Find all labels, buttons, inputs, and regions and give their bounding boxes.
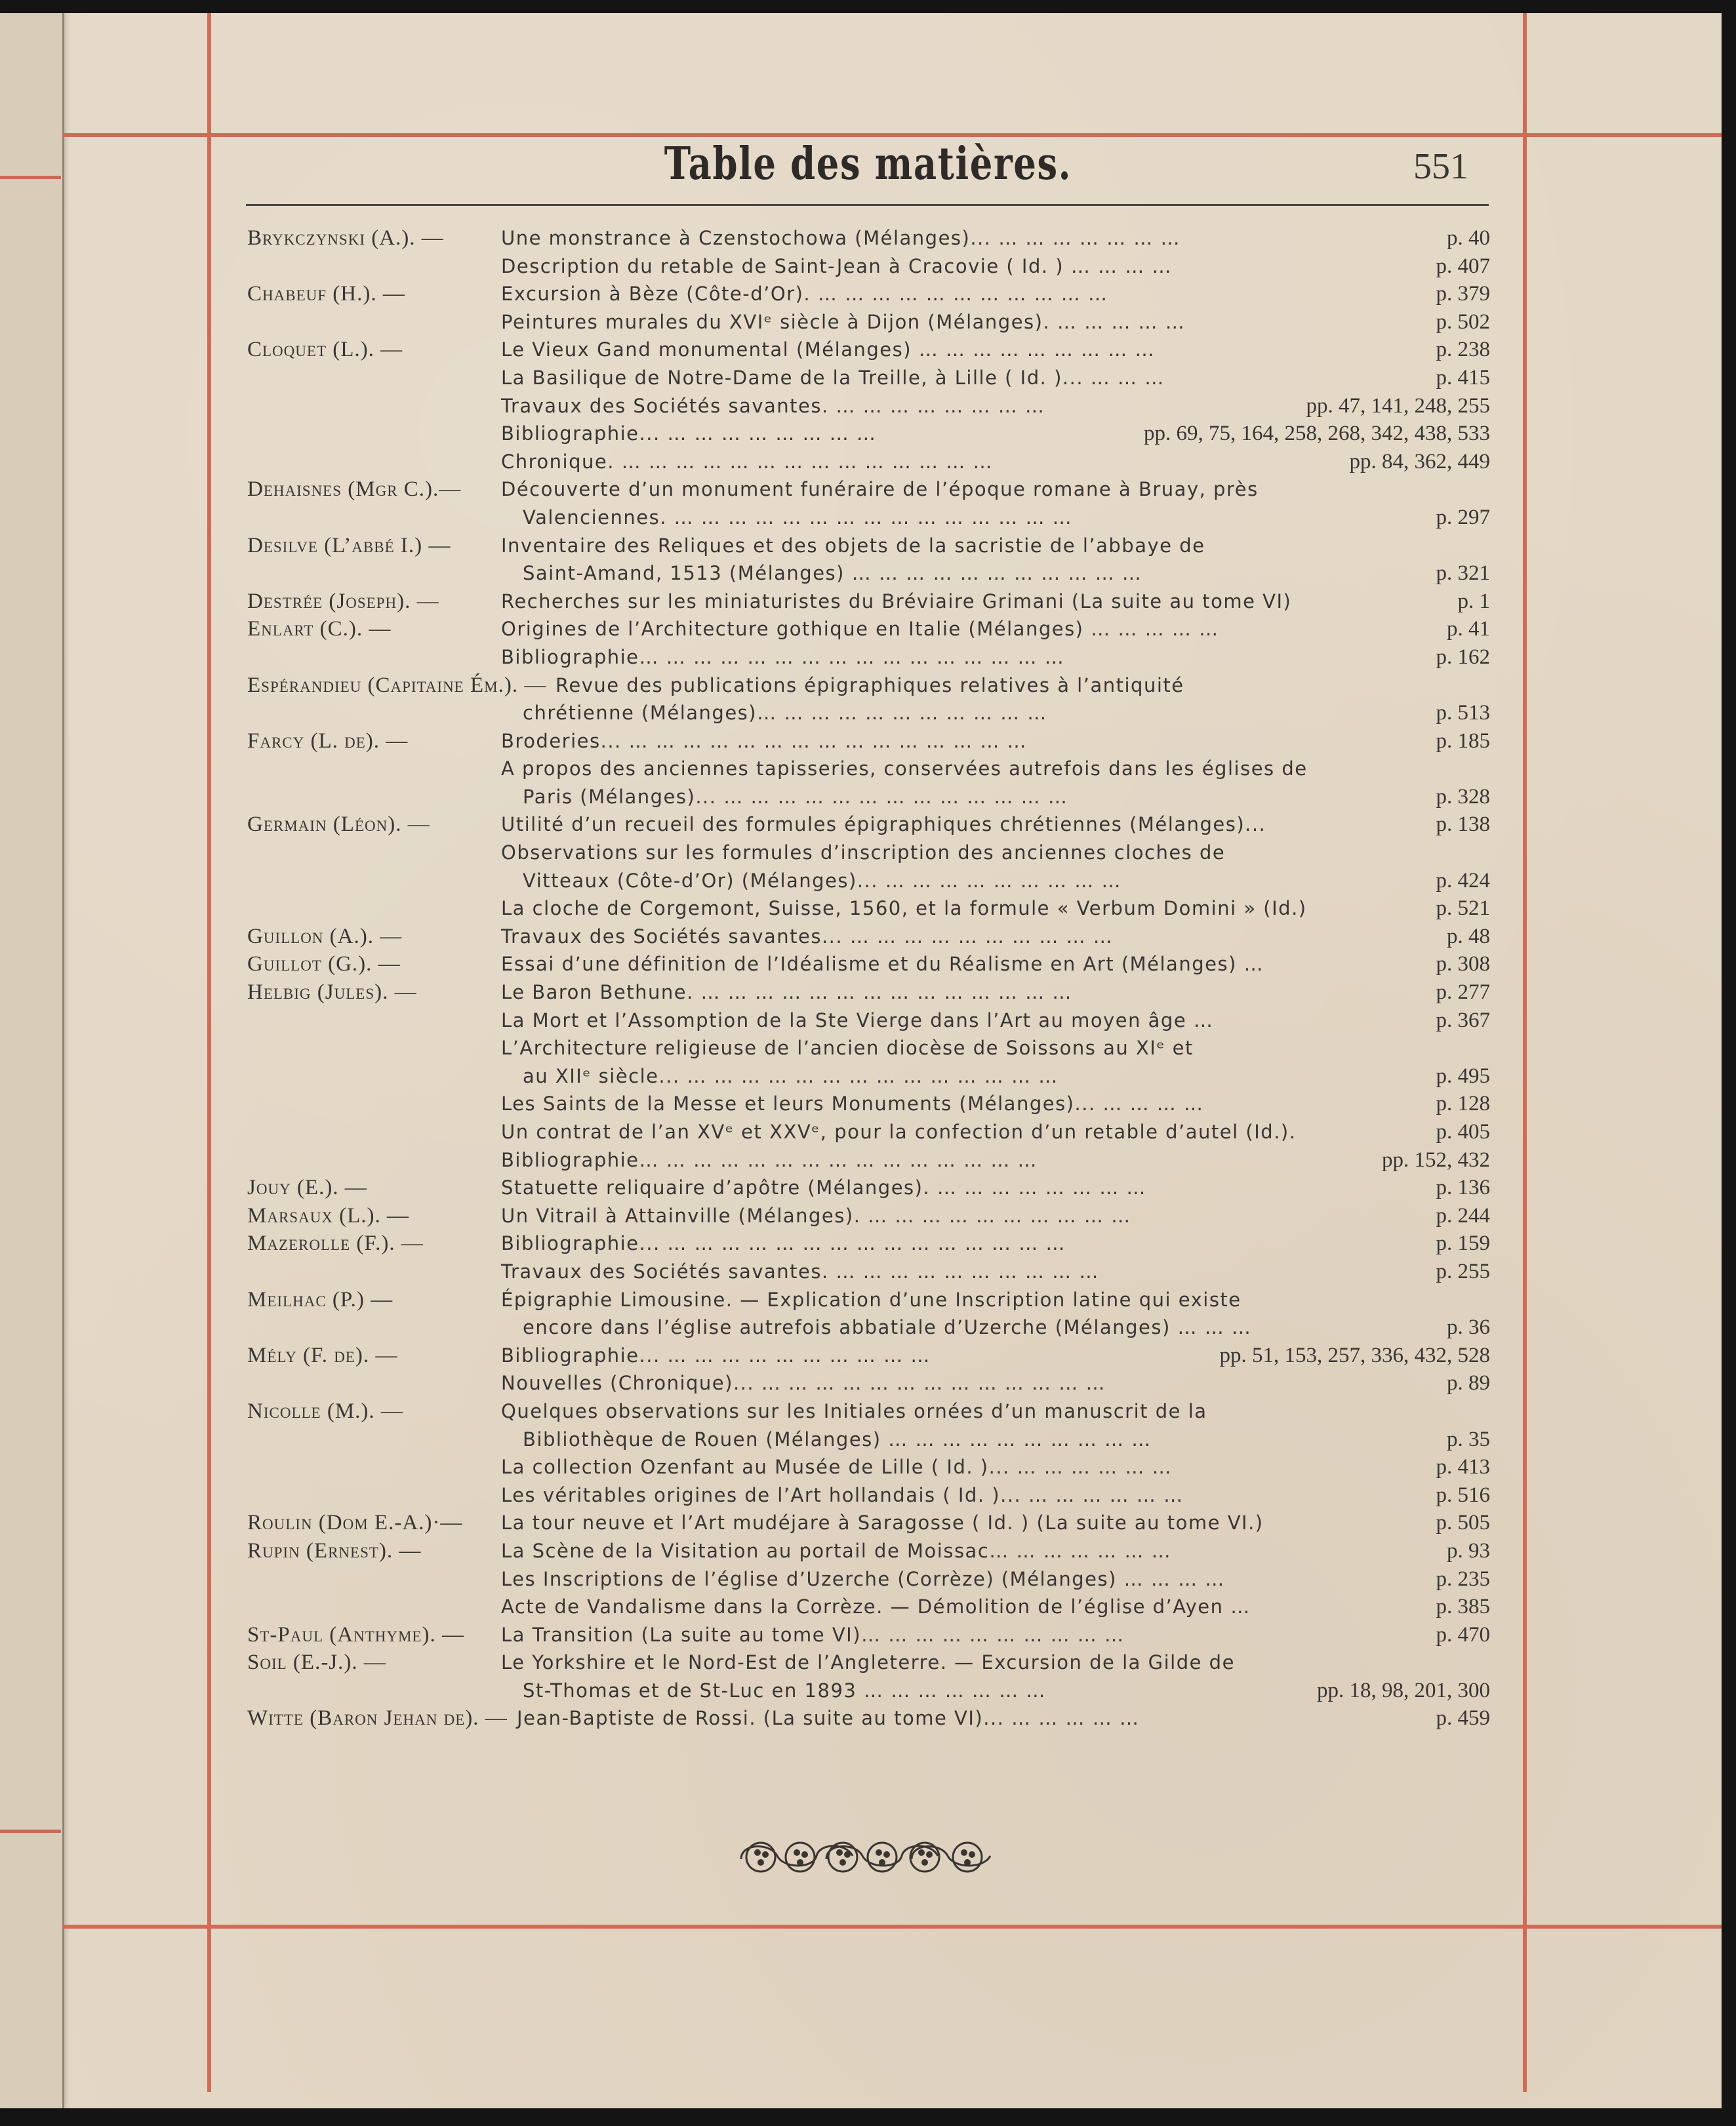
toc-entry: [247, 588, 1490, 616]
page-number: 551: [1413, 146, 1468, 187]
entry-author: Farcy (L. de). —: [247, 729, 409, 753]
entry-pages: p. 89: [1447, 1371, 1490, 1395]
toc-entry: [247, 392, 1490, 420]
table-of-contents: [247, 224, 1490, 1733]
entry-title: Les Saints de la Messe et leurs Monuments (Mélanges)... … … … …: [501, 1093, 1204, 1115]
entry-title: chrétienne (Mélanges)… … … … … … … … … … …: [523, 702, 1047, 725]
entry-pages: p. 459: [1436, 1706, 1490, 1731]
entry-title: Description du retable de Saint-Jean à Cracovie ( Id. ) … … … …: [501, 254, 1172, 277]
entry-title: St-Thomas et de St-Luc en 1893 … … … … … … …: [523, 1679, 1046, 1702]
toc-entry: [247, 1426, 1490, 1454]
toc-entry: [247, 643, 1490, 672]
toc-entry: [247, 280, 1490, 308]
toc-entry: [247, 978, 1490, 1007]
entry-title: La Mort et l’Assomption de la Ste Vierge dans l’Art au moyen âge …: [501, 1009, 1214, 1032]
entry-author: Espérandieu (Capitaine Ém.). —: [247, 673, 547, 697]
entry-title: Épigraphie Limousine. — Explication d’une Inscription latine qui existe: [501, 1288, 1241, 1311]
toc-entry: [247, 364, 1490, 392]
toc-entry: [247, 420, 1490, 448]
toc-entry: [247, 1481, 1490, 1510]
toc-entry: [247, 1314, 1490, 1342]
entry-pages: p. 36: [1447, 1315, 1490, 1340]
entry-pages: p. 48: [1447, 924, 1490, 948]
entry-pages: p. 424: [1436, 868, 1490, 893]
red-rule-right: [1523, 13, 1527, 2092]
toc-entry: [247, 1509, 1490, 1537]
entry-author: Nicolle (M.). —: [247, 1399, 403, 1423]
entry-author: Marsaux (L.). —: [247, 1203, 410, 1228]
fold-rule-bottom: [0, 1830, 61, 1833]
entry-pages: p. 185: [1436, 729, 1490, 753]
entry-pages: p. 407: [1436, 254, 1490, 278]
entry-pages: pp. 84, 362, 449: [1349, 449, 1490, 473]
entry-title: Travaux des Sociétés savantes... … … … … … … … … … …: [501, 925, 1114, 948]
entry-pages: pp. 18, 98, 201, 300: [1317, 1678, 1490, 1702]
toc-entry: [247, 755, 1490, 783]
entry-title: Bibliographie... … … … … … … … … … … … … … … …: [501, 1232, 1066, 1255]
entry-title: A propos des anciennes tapisseries, conservées autrefois dans les églises de: [501, 757, 1308, 780]
entry-title: Une monstrance à Czenstochowa (Mélanges)... … … … … … … …: [501, 227, 1181, 249]
entry-author: Jouy (E.). —: [247, 1176, 367, 1200]
entry-title: Paris (Mélanges)... … … … … … … … … … … … … …: [523, 785, 1068, 808]
toc-entry: [247, 727, 1490, 755]
entry-title: Les véritables origines de l’Art hollandais ( Id. )... … … … … … …: [501, 1483, 1184, 1506]
entry-title: Vitteaux (Côte-d’Or) (Mélanges)... … … … … … … … … …: [523, 869, 1121, 892]
entry-title: encore dans l’église autrefois abbatiale d’Uzerche (Mélanges) … … …: [523, 1316, 1252, 1339]
toc-entry: [247, 1007, 1490, 1035]
toc-entry: [247, 559, 1490, 588]
entry-pages: p. 495: [1436, 1064, 1490, 1088]
entry-pages: p. 385: [1436, 1595, 1490, 1619]
entry-pages: p. 93: [1447, 1538, 1490, 1563]
binding-fold: [0, 13, 64, 2108]
entry-author: Germain (Léon). —: [247, 812, 430, 837]
entry-title: Un Vitrail à Attainville (Mélanges). … … … … … … … … … …: [501, 1204, 1131, 1227]
entry-title: au XIIᵉ siècle... … … … … … … … … … … … … … …: [523, 1064, 1059, 1087]
toc-entry: [247, 867, 1490, 895]
toc-entry: [247, 336, 1490, 364]
entry-title: Le Vieux Gand monumental (Mélanges) … … … … … … … … …: [501, 338, 1155, 361]
toc-entry: [247, 308, 1490, 336]
red-rule-left: [207, 13, 211, 2092]
toc-entry: [247, 532, 1490, 560]
toc-entry: [247, 1230, 1490, 1258]
entry-title: La Basilique de Notre-Dame de la Treille, à Lille ( Id. )... … … …: [501, 366, 1165, 389]
entry-pages: p. 415: [1436, 365, 1490, 390]
entry-title: Observations sur les formules d’inscription des anciennes cloches de: [501, 841, 1226, 864]
toc-entry: [247, 1453, 1490, 1481]
entry-title: L’Architecture religieuse de l’ancien diocèse de Soissons au XIᵉ et: [501, 1037, 1194, 1060]
entry-author: Dehaisnes (Mgr C.).—: [247, 477, 462, 502]
red-rule-bottom: [62, 1925, 1722, 1929]
entry-pages: p. 244: [1436, 1203, 1490, 1228]
entry-title: Revue des publications épigraphiques relatives à l’antiquité: [555, 673, 1184, 696]
entry-title: Le Baron Bethune. … … … … … … … … … … … … … …: [501, 981, 1072, 1004]
entry-pages: p. 308: [1436, 952, 1490, 976]
entry-pages: p. 379: [1436, 282, 1490, 306]
toc-entry: [247, 1342, 1490, 1370]
entry-title: Origines de l’Architecture gothique en Italie (Mélanges) … … … … …: [501, 618, 1219, 641]
entry-title: Bibliographie... … … … … … … … … … …: [501, 1344, 931, 1367]
entry-title: Nouvelles (Chronique)... … … … … … … … … … … … … …: [501, 1372, 1106, 1395]
entry-title: Essai d’une définition de l’Idéalisme et du Réalisme en Art (Mélanges) …: [501, 953, 1264, 976]
toc-entry: [247, 1649, 1490, 1677]
toc-entry: [247, 475, 1490, 504]
entry-title: Saint-Amand, 1513 (Mélanges) … … … … … … … … … … …: [523, 562, 1142, 585]
toc-entry: [247, 1621, 1490, 1649]
entry-pages: p. 162: [1436, 645, 1490, 669]
entry-author: Mazerolle (F.). —: [247, 1232, 424, 1256]
entry-title: Le Yorkshire et le Nord-Est de l’Angleterre. — Excursion de la Gilde de: [501, 1651, 1235, 1674]
entry-author: Brykczynski (A.). —: [247, 226, 444, 250]
toc-entry: [247, 1034, 1490, 1062]
entry-title: La tour neuve et l’Art mudéjare à Saragosse ( Id. ) (La suite au tome VI.): [501, 1512, 1264, 1534]
entry-pages: p. 136: [1436, 1176, 1490, 1200]
entry-pages: p. 367: [1436, 1008, 1490, 1032]
toc-entry: [247, 672, 1490, 700]
entry-title: Travaux des Sociétés savantes. … … … … … … … … … …: [501, 1260, 1099, 1283]
toc-entry: [247, 1593, 1490, 1621]
entry-author: Guillot (G.). —: [247, 952, 401, 976]
entry-title: Jean-Baptiste de Rossi. (La suite au tome VI)... … … … … …: [517, 1707, 1140, 1730]
entry-title: Chronique. … … … … … … … … … … … … … …: [501, 450, 993, 473]
entry-pages: p. 41: [1447, 617, 1490, 641]
entry-pages: p. 513: [1436, 701, 1490, 725]
entry-title: Utilité d’un recueil des formules épigraphiques chrétiennes (Mélanges)...: [501, 813, 1266, 836]
entry-pages: p. 521: [1436, 896, 1490, 921]
entry-title: Statuette reliquaire d’apôtre (Mélanges). … … … … … … … …: [501, 1176, 1146, 1199]
toc-entry: [247, 1258, 1490, 1286]
entry-pages: p. 502: [1436, 310, 1490, 334]
entry-pages: p. 277: [1436, 980, 1490, 1005]
entry-pages: p. 159: [1436, 1232, 1490, 1256]
ornament-vine-icon: [735, 1836, 997, 1875]
entry-pages: pp. 47, 141, 248, 255: [1306, 393, 1490, 418]
entry-pages: p. 321: [1436, 561, 1490, 586]
entry-author: Desilve (L’abbé I.) —: [247, 533, 451, 557]
entry-title: Bibliographie... … … … … … … … …: [501, 422, 877, 445]
entry-author: Mély (F. de). —: [247, 1343, 398, 1367]
toc-entry: [247, 224, 1490, 252]
entry-title: Acte de Vandalisme dans la Corrèze. — Démolition de l’église d’Ayen …: [501, 1595, 1251, 1618]
entry-author: Soil (E.-J.). —: [247, 1651, 386, 1675]
entry-pages: p. 138: [1436, 812, 1490, 837]
toc-entry: [247, 252, 1490, 281]
toc-entry: [247, 1202, 1490, 1230]
entry-pages: p. 505: [1436, 1511, 1490, 1535]
toc-entry: [247, 1146, 1490, 1174]
entry-title: Excursion à Bèze (Côte-d’Or). … … … … … … … … … … …: [501, 283, 1108, 306]
entry-title: Recherches sur les miniaturistes du Bréviaire Grimani (La suite au tome VI): [501, 590, 1292, 612]
toc-entry: [247, 1565, 1490, 1594]
entry-title: Inventaire des Reliques et des objets de la sacristie de l’abbaye de: [501, 534, 1205, 557]
entry-pages: p. 405: [1436, 1120, 1490, 1144]
entry-pages: p. 255: [1436, 1259, 1490, 1283]
entry-pages: p. 128: [1436, 1092, 1490, 1116]
toc-entry: [247, 1537, 1490, 1565]
entry-author: Guillon (A.). —: [247, 924, 403, 948]
toc-entry: [247, 615, 1490, 643]
toc-entry: [247, 923, 1490, 951]
fold-rule-top: [0, 176, 61, 179]
toc-entry: [247, 1062, 1490, 1091]
toc-entry: [247, 1118, 1490, 1146]
entry-pages: p. 516: [1436, 1483, 1490, 1507]
entry-pages: p. 328: [1436, 784, 1490, 809]
entry-title: Valenciennes. … … … … … … … … … … … … … … …: [523, 506, 1073, 529]
entry-title: Bibliothèque de Rouen (Mélanges) … … … … … … … … … …: [523, 1428, 1152, 1451]
toc-entry: [247, 699, 1490, 727]
entry-author: Witte (Baron Jehan de). —: [247, 1706, 508, 1731]
entry-title: Découverte d’un monument funéraire de l’époque romane à Bruay, près: [501, 478, 1259, 501]
entry-pages: p. 40: [1447, 226, 1490, 250]
entry-title: Broderies... … … … … … … … … … … … … … … …: [501, 729, 1028, 752]
entry-pages: p. 297: [1436, 505, 1490, 529]
entry-title: Travaux des Sociétés savantes. … … … … … … … …: [501, 394, 1045, 417]
toc-entry: [247, 1369, 1490, 1397]
entry-pages: p. 35: [1447, 1427, 1490, 1451]
entry-title: La Scène de la Visitation au portail de Moissac… … … … … … …: [501, 1539, 1172, 1562]
toc-entry: [247, 1677, 1490, 1705]
entry-title: Peintures murales du XVIᵉ siècle à Dijon (Mélanges). … … … … …: [501, 310, 1186, 333]
entry-title: La cloche de Corgemont, Suisse, 1560, et la formule « Verbum Domini » (Id.): [501, 897, 1307, 920]
entry-author: Meilhac (P.) —: [247, 1287, 394, 1312]
entry-title: La collection Ozenfant au Musée de Lille ( Id. )... … … … … … …: [501, 1456, 1173, 1479]
entry-pages: p. 235: [1436, 1567, 1490, 1591]
entry-title: La Transition (La suite au tome VI)… … … … … … … … … …: [501, 1623, 1125, 1646]
header-divider: [246, 204, 1489, 206]
entry-title: Bibliographie… … … … … … … … … … … … … … …: [501, 1148, 1038, 1171]
toc-entry: [247, 1174, 1490, 1202]
toc-entry: [247, 1397, 1490, 1426]
page-title: Table des matières.: [664, 138, 1072, 190]
entry-pages: pp. 152, 432: [1382, 1148, 1490, 1172]
entry-author: Rupin (Ernest). —: [247, 1538, 422, 1563]
toc-entry: [247, 783, 1490, 811]
entry-pages: pp. 51, 153, 257, 336, 432, 528: [1219, 1343, 1490, 1367]
entry-title: Les Inscriptions de l’église d’Uzerche (Corrèze) (Mélanges) … … … …: [501, 1567, 1225, 1590]
entry-title: Un contrat de l’an XVᵉ et XXVᵉ, pour la confection d’un retable d’autel (Id.).: [501, 1121, 1297, 1143]
entry-title: Bibliographie… … … … … … … … … … … … … … … …: [501, 645, 1065, 668]
entry-author: Cloquet (L.). —: [247, 338, 403, 362]
entry-author: Helbig (Jules). —: [247, 980, 417, 1005]
toc-entry: [247, 950, 1490, 978]
toc-entry: [247, 894, 1490, 923]
entry-author: Enlart (C.). —: [247, 617, 392, 641]
entry-author: Destrée (Joseph). —: [247, 589, 439, 613]
toc-entry: [247, 811, 1490, 839]
toc-entry: [247, 1704, 1490, 1733]
entry-author: Chabeuf (H.). —: [247, 282, 405, 306]
entry-pages: p. 470: [1436, 1622, 1490, 1647]
toc-entry: [247, 504, 1490, 532]
entry-author: Roulin (Dom E.-A.)·—: [247, 1511, 463, 1535]
entry-pages: p. 238: [1436, 338, 1490, 362]
entry-author: St-Paul (Anthyme). —: [247, 1622, 464, 1647]
red-rule-top: [62, 133, 1722, 137]
entry-pages: pp. 69, 75, 164, 258, 268, 342, 438, 533: [1144, 422, 1490, 446]
toc-entry: [247, 1090, 1490, 1118]
entry-pages: p. 413: [1436, 1455, 1490, 1479]
entry-pages: p. 1: [1457, 589, 1490, 613]
toc-entry: [247, 1286, 1490, 1314]
toc-entry: [247, 448, 1490, 476]
toc-entry: [247, 839, 1490, 867]
entry-title: Quelques observations sur les Initiales ornées d’un manuscrit de la: [501, 1399, 1207, 1422]
